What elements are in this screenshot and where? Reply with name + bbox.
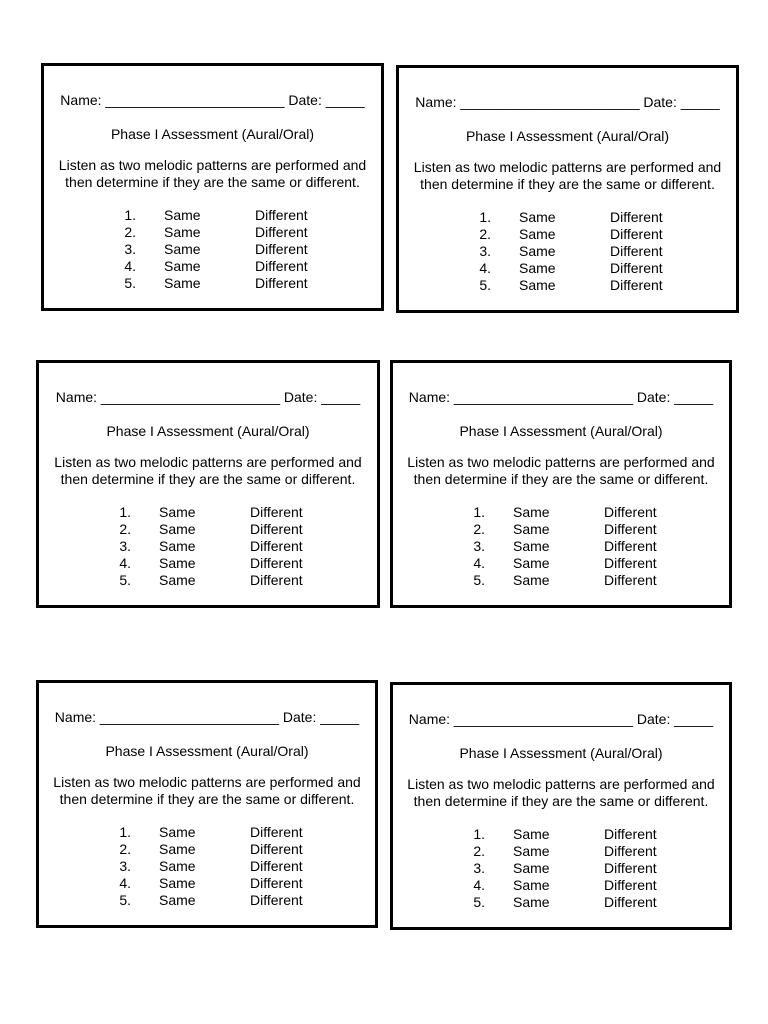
different-option: Different — [255, 258, 308, 274]
same-option: Same — [513, 555, 550, 571]
item-number: 2. — [119, 521, 131, 537]
instructions — [393, 454, 729, 488]
assessment-title: Phase I Assessment (Aural/Oral) — [106, 423, 310, 439]
different-option: Different — [604, 538, 657, 554]
assessment-card — [36, 360, 380, 608]
item-number: 5. — [119, 892, 131, 908]
answer-item — [39, 521, 377, 538]
same-option: Same — [519, 226, 556, 242]
answer-item — [393, 521, 729, 538]
same-option: Same — [513, 860, 550, 876]
different-option: Different — [250, 538, 303, 554]
item-number: 3. — [119, 538, 131, 554]
item-number: 1. — [124, 207, 136, 223]
assessment-card — [36, 680, 378, 928]
answer-list — [393, 826, 729, 911]
answer-item — [39, 858, 375, 875]
item-number: 5. — [473, 894, 485, 910]
assessment-title: Phase I Assessment (Aural/Oral) — [105, 743, 309, 759]
same-option: Same — [513, 521, 550, 537]
item-number: 4. — [124, 258, 136, 274]
same-option: Same — [159, 555, 196, 571]
answer-list — [399, 209, 736, 294]
assessment-card — [396, 65, 739, 313]
same-option: Same — [164, 275, 201, 291]
same-option: Same — [513, 826, 550, 842]
same-option: Same — [159, 841, 196, 857]
same-option: Same — [513, 504, 550, 520]
item-number: 2. — [119, 841, 131, 857]
different-option: Different — [250, 892, 303, 908]
instruction-line: then determine if they are the same or different. — [420, 176, 715, 192]
assessment-title: Phase I Assessment (Aural/Oral) — [465, 128, 670, 144]
item-number: 5. — [124, 275, 136, 291]
answer-item — [44, 207, 381, 224]
different-option: Different — [604, 572, 657, 588]
answer-list — [39, 824, 375, 909]
assessment-title: Phase I Assessment (Aural/Oral) — [459, 745, 663, 761]
assessment-title: Phase I Assessment (Aural/Oral) — [459, 423, 663, 439]
answer-item — [44, 241, 381, 258]
instructions — [44, 157, 381, 191]
different-option: Different — [610, 260, 663, 276]
item-number: 4. — [473, 555, 485, 571]
different-option: Different — [250, 504, 303, 520]
different-option: Different — [250, 555, 303, 571]
different-option: Different — [604, 877, 657, 893]
answer-item — [39, 824, 375, 841]
item-number: 4. — [119, 555, 131, 571]
answer-item — [399, 260, 736, 277]
name-date-line: Name: _______________________ Date: _____ — [55, 389, 361, 405]
item-number: 1. — [119, 824, 131, 840]
answer-item — [44, 275, 381, 292]
same-option: Same — [159, 521, 196, 537]
name-date-line: Name: _______________________ Date: _____ — [54, 709, 360, 725]
answer-item — [393, 877, 729, 894]
item-number: 5. — [119, 572, 131, 588]
answer-item — [393, 538, 729, 555]
answer-item — [393, 555, 729, 572]
answer-item — [39, 841, 375, 858]
answer-item — [393, 894, 729, 911]
item-number: 5. — [479, 277, 491, 293]
same-option: Same — [519, 209, 556, 225]
answer-item — [44, 258, 381, 275]
answer-list — [39, 504, 377, 589]
instructions — [399, 159, 736, 193]
item-number: 3. — [124, 241, 136, 257]
same-option: Same — [513, 843, 550, 859]
item-number: 1. — [119, 504, 131, 520]
instruction-line: then determine if they are the same or different. — [413, 793, 709, 809]
answer-item — [39, 892, 375, 909]
different-option: Different — [255, 207, 308, 223]
instruction-line: then determine if they are the same or different. — [60, 471, 356, 487]
item-number: 1. — [473, 826, 485, 842]
assessment-card — [390, 360, 732, 608]
item-number: 3. — [473, 538, 485, 554]
item-number: 3. — [119, 858, 131, 874]
different-option: Different — [250, 875, 303, 891]
instruction-line: then determine if they are the same or different. — [65, 174, 360, 190]
answer-item — [393, 572, 729, 589]
item-number: 1. — [479, 209, 491, 225]
different-option: Different — [604, 504, 657, 520]
answer-item — [393, 843, 729, 860]
same-option: Same — [513, 538, 550, 554]
instruction-line: then determine if they are the same or different. — [413, 471, 709, 487]
instruction-line: Listen as two melodic patterns are performed and — [58, 157, 367, 173]
different-option: Different — [255, 241, 308, 257]
answer-item — [399, 277, 736, 294]
instruction-line: Listen as two melodic patterns are performed and — [54, 454, 362, 470]
answer-item — [39, 538, 377, 555]
answer-item — [39, 875, 375, 892]
instruction-line: Listen as two melodic patterns are performed and — [413, 159, 722, 175]
different-option: Different — [604, 826, 657, 842]
item-number: 3. — [479, 243, 491, 259]
item-number: 4. — [479, 260, 491, 276]
answer-item — [393, 826, 729, 843]
same-option: Same — [513, 877, 550, 893]
different-option: Different — [610, 209, 663, 225]
same-option: Same — [519, 277, 556, 293]
same-option: Same — [159, 824, 196, 840]
instruction-line: Listen as two melodic patterns are performed and — [407, 776, 715, 792]
answer-item — [399, 243, 736, 260]
answer-list — [393, 504, 729, 589]
same-option: Same — [164, 241, 201, 257]
answer-item — [393, 860, 729, 877]
item-number: 5. — [473, 572, 485, 588]
same-option: Same — [159, 875, 196, 891]
instructions — [39, 774, 375, 808]
same-option: Same — [519, 260, 556, 276]
name-date-line: Name: _______________________ Date: _____ — [408, 711, 714, 727]
different-option: Different — [610, 277, 663, 293]
different-option: Different — [604, 843, 657, 859]
name-date-line: Name: _______________________ Date: _____ — [60, 92, 365, 108]
answer-item — [399, 209, 736, 226]
assessment-title: Phase I Assessment (Aural/Oral) — [110, 126, 315, 142]
same-option: Same — [164, 258, 201, 274]
instruction-line: then determine if they are the same or different. — [59, 791, 355, 807]
different-option: Different — [604, 860, 657, 876]
answer-item — [39, 572, 377, 589]
item-number: 2. — [479, 226, 491, 242]
different-option: Different — [250, 841, 303, 857]
different-option: Different — [610, 226, 663, 242]
instructions — [39, 454, 377, 488]
different-option: Different — [604, 894, 657, 910]
same-option: Same — [164, 207, 201, 223]
instruction-line: Listen as two melodic patterns are performed and — [53, 774, 361, 790]
item-number: 2. — [124, 224, 136, 240]
different-option: Different — [255, 275, 308, 291]
different-option: Different — [250, 858, 303, 874]
name-date-line: Name: _______________________ Date: _____ — [408, 389, 714, 405]
answer-item — [44, 224, 381, 241]
assessment-card — [390, 682, 732, 930]
item-number: 4. — [119, 875, 131, 891]
same-option: Same — [159, 892, 196, 908]
answer-item — [393, 504, 729, 521]
name-date-line: Name: _______________________ Date: _____ — [415, 94, 720, 110]
assessment-card — [41, 63, 384, 311]
same-option: Same — [159, 858, 196, 874]
different-option: Different — [250, 824, 303, 840]
same-option: Same — [159, 504, 196, 520]
answer-item — [39, 504, 377, 521]
same-option: Same — [519, 243, 556, 259]
item-number: 2. — [473, 843, 485, 859]
different-option: Different — [604, 521, 657, 537]
item-number: 4. — [473, 877, 485, 893]
same-option: Same — [159, 538, 196, 554]
different-option: Different — [610, 243, 663, 259]
answer-item — [39, 555, 377, 572]
item-number: 2. — [473, 521, 485, 537]
answer-list — [44, 207, 381, 292]
different-option: Different — [250, 572, 303, 588]
instructions — [393, 776, 729, 810]
item-number: 3. — [473, 860, 485, 876]
same-option: Same — [159, 572, 196, 588]
same-option: Same — [513, 894, 550, 910]
instruction-line: Listen as two melodic patterns are performed and — [407, 454, 715, 470]
item-number: 1. — [473, 504, 485, 520]
same-option: Same — [513, 572, 550, 588]
different-option: Different — [255, 224, 308, 240]
answer-item — [399, 226, 736, 243]
different-option: Different — [250, 521, 303, 537]
different-option: Different — [604, 555, 657, 571]
same-option: Same — [164, 224, 201, 240]
